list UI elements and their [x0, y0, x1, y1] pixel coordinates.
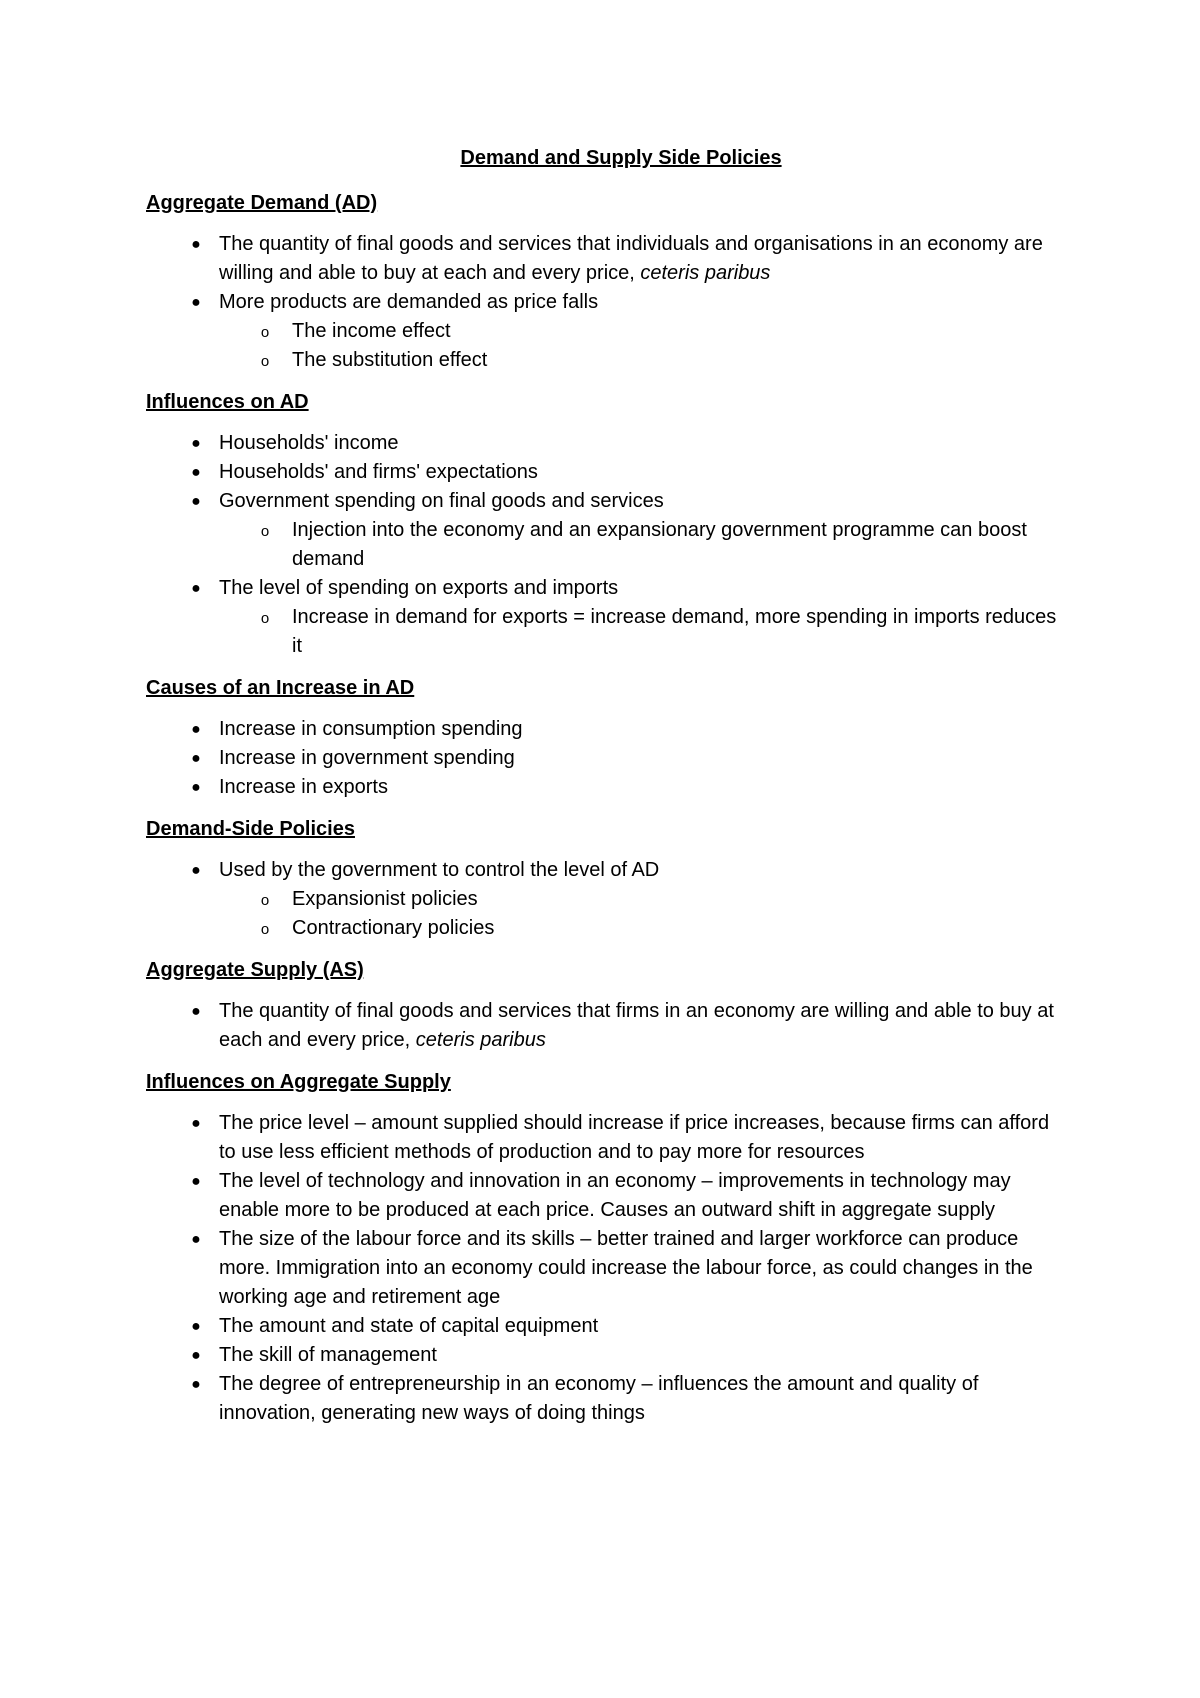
- bullet-icon: ●: [191, 294, 201, 311]
- section-heading: Aggregate Demand (AD): [146, 192, 378, 214]
- sub-list-item: [219, 885, 1066, 914]
- bullet-list: [146, 856, 1066, 943]
- circle-bullet-icon: o: [260, 523, 270, 540]
- list-item-text: The degree of entrepreneurship in an economy – influences the amount and quality of innovation, generating new ways of doing things: [219, 1373, 979, 1424]
- list-item-text: The amount and state of capital equipment: [219, 1315, 599, 1337]
- list-item: [146, 487, 1066, 574]
- sub-list-item-text: Contractionary policies: [292, 917, 495, 939]
- circle-bullet-icon: o: [260, 353, 270, 370]
- bullet-icon: ●: [191, 1003, 201, 1020]
- bullet-icon: ●: [191, 464, 201, 481]
- list-item: [146, 230, 1066, 288]
- bullet-icon: ●: [191, 1173, 201, 1190]
- list-item-italic: ceteris paribus: [640, 262, 771, 284]
- bullet-icon: ●: [191, 1318, 201, 1335]
- sub-list-item-text: Injection into the economy and an expansionary government programme can boost demand: [292, 519, 1027, 570]
- sub-list-item-text: The substitution effect: [292, 349, 488, 371]
- list-item: [146, 429, 1066, 458]
- list-item: [146, 288, 1066, 375]
- list-item-text: Households' and firms' expectations: [219, 461, 538, 483]
- sub-list-item: [219, 603, 1066, 661]
- sub-list-item-text: Increase in demand for exports = increase demand, more spending in imports reduces it: [292, 606, 1057, 657]
- bullet-icon: ●: [191, 1347, 201, 1364]
- list-item: [146, 744, 1066, 773]
- bullet-icon: ●: [191, 1231, 201, 1248]
- sub-list-item: [219, 516, 1066, 574]
- list-item-text: Used by the government to control the level of AD: [219, 859, 660, 881]
- circle-bullet-icon: o: [260, 610, 270, 627]
- sub-list-item: [219, 914, 1066, 943]
- sub-list: [219, 516, 1066, 574]
- list-item: [146, 458, 1066, 487]
- list-item-text: The level of technology and innovation in an economy – improvements in technology may enable more to be produced at each price. Causes an outward shift in aggregate supply: [219, 1170, 1011, 1221]
- list-item: [146, 1341, 1066, 1370]
- bullet-icon: ●: [191, 750, 201, 767]
- sub-list: [219, 317, 1066, 375]
- list-item: [146, 1225, 1066, 1312]
- list-item: [146, 1312, 1066, 1341]
- bullet-icon: ●: [191, 1115, 201, 1132]
- bullet-list: [146, 1109, 1066, 1428]
- bullet-icon: ●: [191, 493, 201, 510]
- bullet-icon: ●: [191, 779, 201, 796]
- page-title: Demand and Supply Side Policies: [460, 147, 782, 169]
- section-heading: Influences on AD: [146, 391, 309, 413]
- list-item: [146, 1370, 1066, 1428]
- circle-bullet-icon: o: [260, 324, 270, 341]
- bullet-list: [146, 429, 1066, 661]
- list-item-text: The level of spending on exports and imports: [219, 577, 619, 599]
- circle-bullet-icon: o: [260, 892, 270, 909]
- document-content: [146, 140, 1066, 1441]
- bullet-icon: ●: [191, 862, 201, 879]
- list-item-italic: ceteris paribus: [415, 1029, 546, 1051]
- list-item-text: The quantity of final goods and services that individuals and organisations in an economy are willing and able to buy at each and every price,: [219, 233, 1043, 284]
- list-item: [146, 1167, 1066, 1225]
- section-heading: Demand-Side Policies: [146, 818, 355, 840]
- list-item: [146, 574, 1066, 661]
- list-item-text: The size of the labour force and its skills – better trained and larger workforce can produce more. Immigration into an economy could increase the labour force, as could changes in the working age and retirement age: [219, 1228, 1033, 1308]
- bullet-icon: ●: [191, 1376, 201, 1393]
- section-heading: Influences on Aggregate Supply: [146, 1071, 451, 1093]
- list-item-text: Increase in government spending: [219, 747, 515, 769]
- section-heading: Causes of an Increase in AD: [146, 677, 415, 699]
- circle-bullet-icon: o: [260, 921, 270, 938]
- list-item-text: The price level – amount supplied should increase if price increases, because firms can afford to use less efficient methods of production and to pay more for resources: [219, 1112, 1050, 1163]
- list-item: [146, 856, 1066, 943]
- list-item-text: The quantity of final goods and services that firms in an economy are willing and able to buy at each and every price,: [219, 1000, 1054, 1051]
- bullet-icon: ●: [191, 580, 201, 597]
- sub-list-item: [219, 317, 1066, 346]
- sub-list-item-text: The income effect: [292, 320, 451, 342]
- list-item: [146, 773, 1066, 802]
- list-item-text: More products are demanded as price falls: [219, 291, 599, 313]
- bullet-list: [146, 230, 1066, 375]
- sub-list: [219, 603, 1066, 661]
- list-item-text: Increase in consumption spending: [219, 718, 523, 740]
- list-item-text: Government spending on final goods and services: [219, 490, 664, 512]
- list-item-text: Households' income: [219, 432, 399, 454]
- list-item-text: Increase in exports: [219, 776, 388, 798]
- bullet-icon: ●: [191, 721, 201, 738]
- list-item: [146, 997, 1066, 1055]
- sub-list: [219, 885, 1066, 943]
- bullet-icon: ●: [191, 435, 201, 452]
- sub-list-item-text: Expansionist policies: [292, 888, 478, 910]
- bullet-icon: ●: [191, 236, 201, 253]
- sub-list-item: [219, 346, 1066, 375]
- bullet-list: [146, 997, 1066, 1055]
- list-item: [146, 715, 1066, 744]
- bullet-list: [146, 715, 1066, 802]
- list-item: [146, 1109, 1066, 1167]
- list-item-text: The skill of management: [219, 1344, 437, 1366]
- section-heading: Aggregate Supply (AS): [146, 959, 364, 981]
